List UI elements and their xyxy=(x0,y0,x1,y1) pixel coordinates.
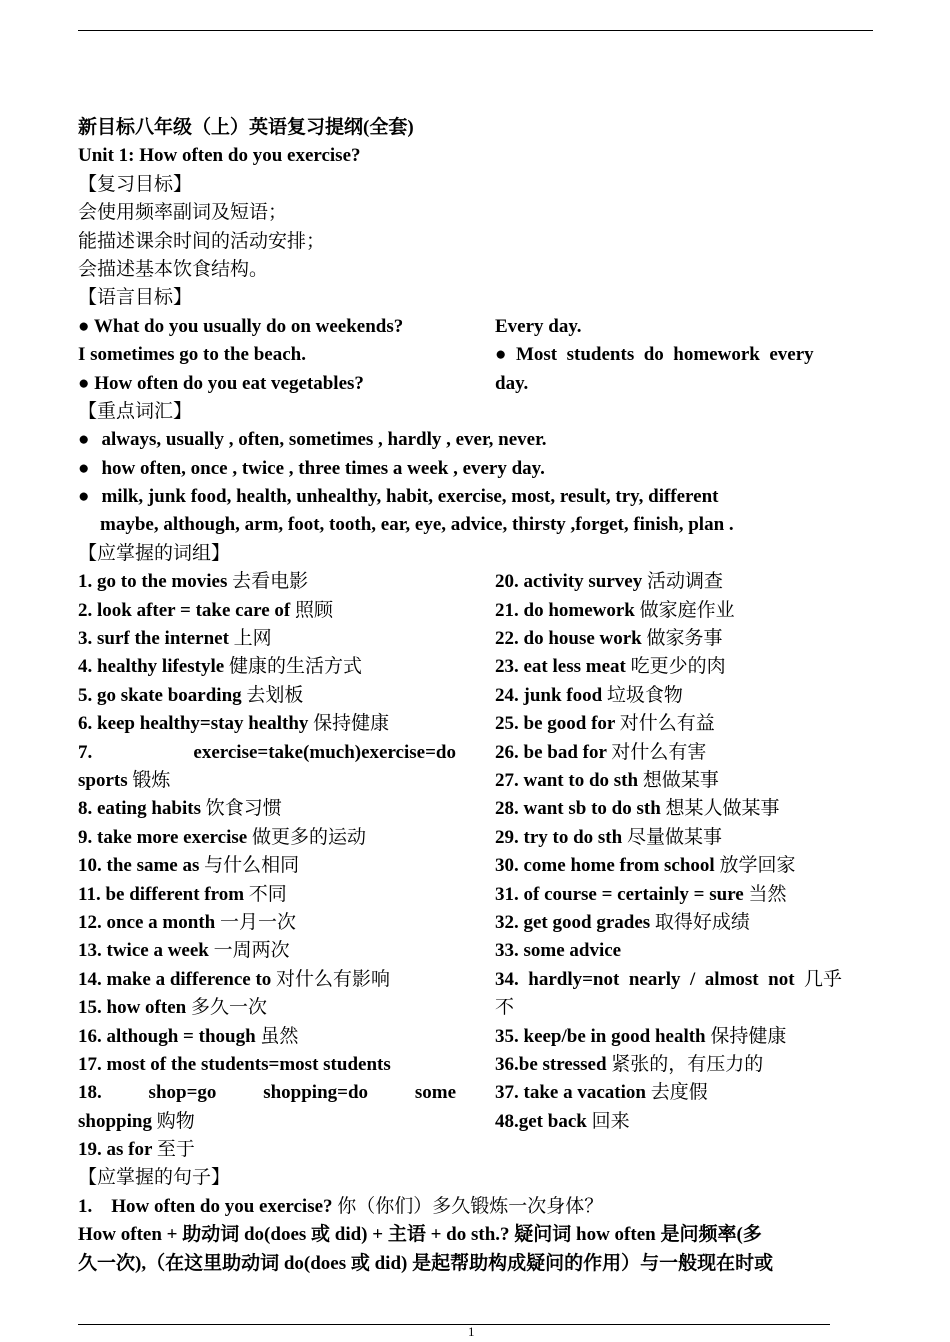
phrase-item-continued: shopping 购物 xyxy=(78,1110,195,1132)
sentence-item: 1. How often do you exercise? 你（你们）多久锻炼一次身体？ xyxy=(78,1195,604,1217)
unit-title: Unit 1: How often do you exercise? xyxy=(78,145,361,167)
key-vocab-line: ● milk, junk food, health, unhealthy, habit, exercise, most, result, try, different xyxy=(78,486,719,508)
phrase-item: 31. of course = certainly = sure 当然 xyxy=(495,883,787,905)
language-goals-heading: 【语言目标】 xyxy=(78,287,193,309)
phrase-item: 37. take a vacation 去度假 xyxy=(495,1082,708,1104)
phrases-heading: 【应掌握的词组】 xyxy=(78,542,231,564)
phrase-item: 20. activity survey 活动调查 xyxy=(495,571,723,593)
phrase-item: 33. some advice xyxy=(495,940,622,962)
key-vocab-line: maybe, although, arm, foot, tooth, ear, eye, advice, thirsty ,forget, finish, plan . xyxy=(100,514,734,536)
phrase-item: 11. be different from 不同 xyxy=(78,883,287,905)
language-goal-line: ● Most students do homework every xyxy=(495,344,814,366)
phrase-item: 32. get good grades 取得好成绩 xyxy=(495,911,750,933)
phrase-item: 2. look after = take care of 照顾 xyxy=(78,599,333,621)
phrase-item: 10. the same as 与什么相同 xyxy=(78,855,300,877)
sentence-explanation: How often + 助动词 do(does 或 did) + 主语 + do sth.? 疑问词 how often 是问频率(多 xyxy=(78,1224,762,1246)
bullet-icon: ● xyxy=(78,486,90,508)
phrase-item: 7. exercise=take(much)exercise=do xyxy=(78,741,456,763)
phrase-item: 23. eat less meat 吃更少的肉 xyxy=(495,656,726,678)
document-title: 新目标八年级（上）英语复习提纲(全套) xyxy=(78,117,414,138)
phrase-item: 28. want sb to do sth 想某人做某事 xyxy=(495,798,780,820)
phrase-item: 16. although = though 虽然 xyxy=(78,1025,299,1047)
phrase-item: 13. twice a week 一周两次 xyxy=(78,940,290,962)
phrase-item: 8. eating habits 饮食习惯 xyxy=(78,798,282,820)
phrase-item: 1. go to the movies 去看电影 xyxy=(78,571,309,593)
phrase-item: 14. make a difference to 对什么有影响 xyxy=(78,968,391,990)
review-goal-item: 能描述课余时间的活动安排； xyxy=(78,230,326,252)
page-number: 1 xyxy=(468,1324,475,1339)
key-vocab-heading: 【重点词汇】 xyxy=(78,400,193,422)
bullet-icon: ● xyxy=(78,457,90,479)
phrase-item: 3. surf the internet 上网 xyxy=(78,628,272,650)
phrase-item: 29. try to do sth 尽量做某事 xyxy=(495,826,722,848)
phrase-item: 35. keep/be in good health 保持健康 xyxy=(495,1025,787,1047)
phrase-item: 18. shop=go shopping=do some xyxy=(78,1082,456,1104)
phrase-item: 26. be bad for 对什么有害 xyxy=(495,741,707,763)
phrase-item: 27. want to do sth 想做某事 xyxy=(495,769,719,791)
language-goal-line: I sometimes go to the beach. xyxy=(78,344,306,366)
phrase-item: 24. junk food 垃圾食物 xyxy=(495,684,683,706)
phrase-item: 25. be good for 对什么有益 xyxy=(495,713,715,735)
phrase-item: 6. keep healthy=stay healthy 保持健康 xyxy=(78,713,390,735)
phrase-item-continued: 不 xyxy=(495,997,515,1019)
phrases-list xyxy=(78,568,873,1164)
phrase-item: 30. come home from school 放学回家 xyxy=(495,855,796,877)
language-goal-line: Every day. xyxy=(495,315,582,337)
phrase-item: 19. as for 至于 xyxy=(78,1139,195,1161)
sentence-explanation: 久一次),（在这里助动词 do(does 或 did) 是起帮助构成疑问的作用）与一般现在时或 xyxy=(78,1252,774,1274)
phrase-item: 4. healthy lifestyle 健康的生活方式 xyxy=(78,656,362,678)
phrase-item: 17. most of the students=most students xyxy=(78,1053,391,1075)
language-goals xyxy=(78,313,873,398)
header-rule xyxy=(78,30,873,31)
phrase-item: 12. once a month 一月一次 xyxy=(78,911,296,933)
language-goal-line: ● How often do you eat vegetables? xyxy=(78,372,364,394)
phrase-item: 34. hardly=not nearly / almost not 几乎 xyxy=(495,968,843,990)
phrase-item: 5. go skate boarding 去划板 xyxy=(78,684,304,706)
review-goals-heading: 【复习目标】 xyxy=(78,173,193,195)
phrase-item: 36.be stressed 紧张的，有压力的 xyxy=(495,1053,764,1075)
review-goal-item: 会使用频率副词及短语； xyxy=(78,202,288,224)
footer-rule xyxy=(78,1324,830,1325)
phrase-item: 22. do house work 做家务事 xyxy=(495,628,723,650)
phrase-item: 48.get back 回来 xyxy=(495,1110,630,1132)
language-goal-line: day. xyxy=(495,372,529,394)
phrase-item: 21. do homework 做家庭作业 xyxy=(495,599,735,621)
review-goal-item: 会描述基本饮食结构。 xyxy=(78,258,269,280)
phrase-item: 15. how often 多久一次 xyxy=(78,997,267,1019)
key-vocab-line: ● always, usually , often, sometimes , hardly , ever, never. xyxy=(78,429,547,451)
bullet-icon: ● xyxy=(78,429,90,451)
phrase-item: 9. take more exercise 做更多的运动 xyxy=(78,826,366,848)
language-goal-line: ● What do you usually do on weekends? xyxy=(78,315,404,337)
document-body xyxy=(78,114,873,1278)
sentences-heading: 【应掌握的句子】 xyxy=(78,1167,231,1189)
key-vocab-line: ● how often, once , twice , three times a week , every day. xyxy=(78,457,545,479)
phrase-item-continued: sports 锻炼 xyxy=(78,769,171,791)
